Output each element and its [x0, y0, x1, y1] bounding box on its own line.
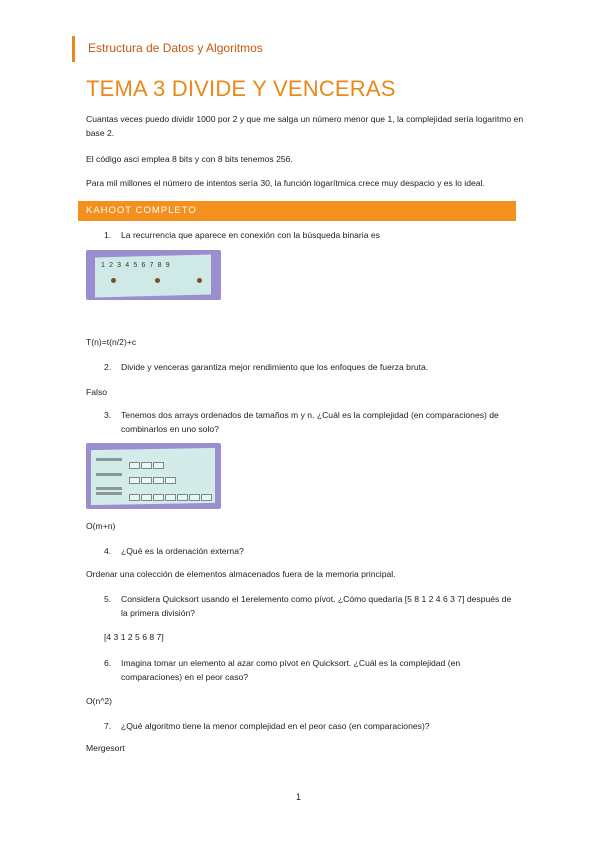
- photo-marker: [197, 278, 202, 283]
- photo-merge-arrays: [86, 443, 221, 509]
- answer-7: Mergesort: [86, 743, 125, 753]
- question-number: 7.: [104, 721, 112, 731]
- question-3: [104, 408, 516, 436]
- question-number: 3.: [104, 410, 112, 420]
- question-number: 4.: [104, 546, 112, 556]
- answer-6: O(n^2): [86, 696, 112, 706]
- photo-label-line: [96, 458, 122, 461]
- question-text: Divide y venceras garantiza mejor rendimiento que los enfoques de fuerza bruta.: [121, 362, 429, 372]
- photo-card: [95, 254, 211, 297]
- question-4: [104, 544, 516, 558]
- section-header: [78, 201, 516, 221]
- paragraph-1: Cuantas veces puedo dividir 1000 por 2 y que me salga un número menor que 1, la complejidad sería logaritmo en base 2.: [86, 114, 524, 138]
- question-5: [104, 592, 516, 620]
- photo-label-line: [96, 473, 122, 476]
- photo-marker: [111, 278, 116, 283]
- paragraph-3: Para mil millones el número de intentos sería 30, la función logarítmica crece muy despacio y es lo ideal.: [86, 178, 485, 188]
- header-accent-bar: [72, 36, 75, 62]
- question-6: [104, 656, 516, 684]
- question-text: Tenemos dos arrays ordenados de tamaños m y n. ¿Cuál es la complejidad (en comparaciones) de combinarlos en uno solo?: [121, 410, 499, 434]
- question-7: [104, 719, 516, 733]
- photo-digits: 123456789: [101, 262, 174, 269]
- question-number: 1.: [104, 230, 112, 240]
- question-number: 2.: [104, 362, 112, 372]
- photo-marker: [155, 278, 160, 283]
- question-text: Considera Quicksort usando el 1erelemento como pívot. ¿Cómo quedaría [5 8 1 2 4 6 3 7] después de la primera división?: [121, 594, 512, 618]
- question-text: ¿Qué es la ordenación externa?: [121, 546, 244, 556]
- answer-5: [4 3 1 2 5 6 8 7]: [104, 632, 164, 642]
- header-text: Estructura de Datos y Algoritmos: [88, 41, 263, 55]
- question-2: [104, 360, 516, 374]
- paragraph-2: El código asci emplea 8 bits y con 8 bits tenemos 256.: [86, 154, 293, 164]
- question-text: Imagina tomar un elemento al azar como pívot en Quicksort. ¿Cuál es la complejidad (en comparaciones) en el peor caso?: [121, 658, 461, 682]
- photo-array-row: [129, 488, 213, 495]
- photo-label-line: [96, 492, 122, 495]
- page-number: 1: [296, 792, 302, 802]
- page-title: TEMA 3 DIVIDE Y VENCERAS: [86, 76, 396, 101]
- answer-1: T(n)=t(n/2)+c: [86, 337, 137, 347]
- question-text: ¿Qué algoritmo tiene la menor complejidad en el peor caso (en comparaciones)?: [121, 721, 430, 731]
- question-number: 6.: [104, 658, 112, 668]
- answer-4: Ordenar una colección de elementos almacenados fuera de la memoria principal.: [86, 569, 396, 579]
- photo-label-line: [96, 487, 122, 490]
- photo-array-row: [129, 456, 165, 463]
- photo-binary-search: [86, 250, 221, 300]
- question-number: 5.: [104, 594, 112, 604]
- question-text: La recurrencia que aparece en conexión con la búsqueda binaria es: [121, 230, 380, 240]
- answer-3: O(m+n): [86, 521, 116, 531]
- section-title: KAHOOT COMPLETO: [86, 205, 197, 216]
- question-1: [104, 228, 516, 242]
- answer-2: Falso: [86, 387, 108, 397]
- photo-array-row: [129, 471, 177, 478]
